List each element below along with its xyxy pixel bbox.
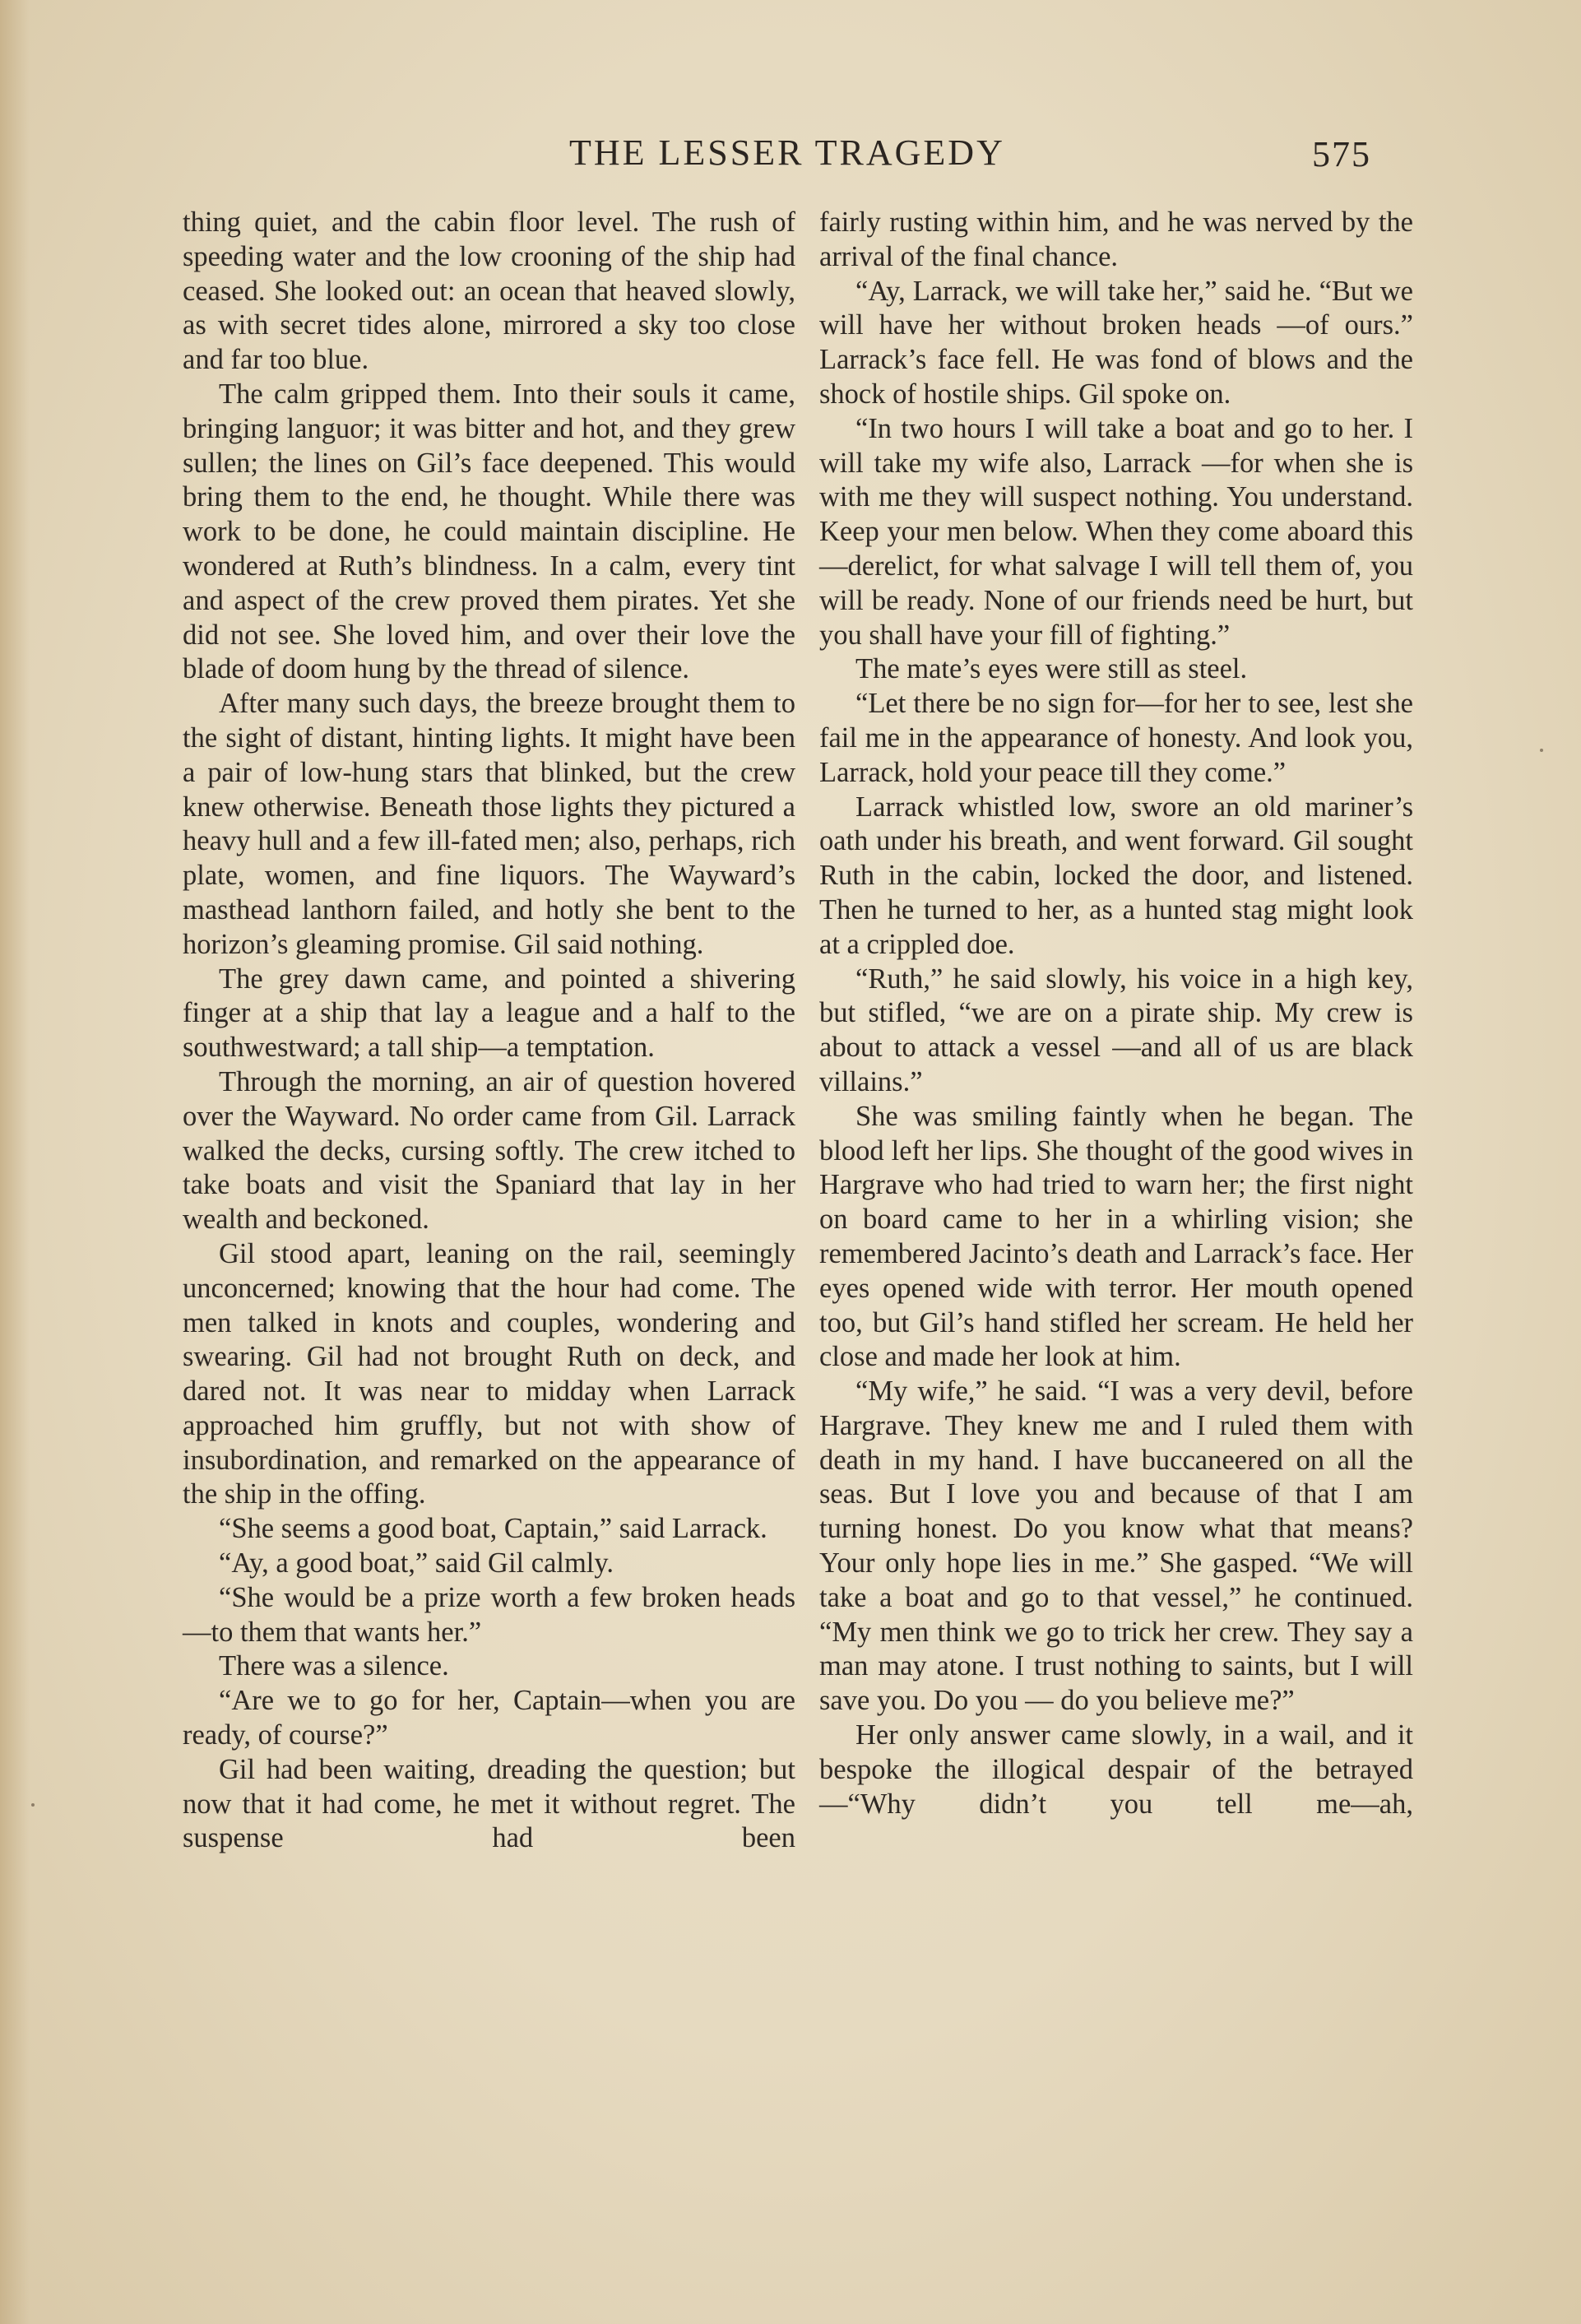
right-column <box>819 206 1413 1821</box>
paragraph: “Ay, a good boat,” said Gil calmly. <box>219 1547 614 1579</box>
paragraph: “Ay, Larrack, we will take her,” said he. “But we will have her without broken heads —of ours.” Larrack’s face fell. He was fond of blows and the shock of hostile ships. Gil spoke on. <box>819 275 1413 410</box>
paragraph: “She seems a good boat, Captain,” said Larrack. <box>219 1513 767 1545</box>
left-column <box>183 206 795 1856</box>
paragraph: The mate’s eyes were still as steel. <box>855 653 1248 685</box>
paragraph: fairly rusting within him, and he was nerved by the arrival of the final chance. <box>819 206 1413 272</box>
paragraph: There was a silence. <box>219 1650 449 1682</box>
running-title: THE LESSER TRAGEDY <box>569 132 1005 173</box>
paragraph: thing quiet, and the cabin floor level. The rush of speeding water and the low crooning of the ship had ceased. She looked out: an ocean that heaved slowly, as with secret tides alone, mirrored a sky too close and far too blue. <box>183 206 795 376</box>
paragraph: Gil stood apart, leaning on the rail, seemingly unconcerned; knowing that the hour had come. The men talked in knots and couples, wondering and swearing. Gil had not brought Ruth on deck, and dared not. It was near to midday when Larrack approached him gruffly, but not with show of insubordination, and remarked on the appearance of the ship in the offing. <box>183 1237 795 1510</box>
paper-speck <box>1540 749 1543 752</box>
paragraph: The grey dawn came, and pointed a shivering finger at a ship that lay a league and a half to the southwestward; a tall ship—a temptation. <box>183 963 795 1064</box>
paragraph: “She would be a prize worth a few broken heads—to them that wants her.” <box>183 1581 795 1648</box>
paragraph: Her only answer came slowly, in a wail, and it bespoke the illogical despair of the betrayed—“Why didn’t you tell me—ah, <box>819 1719 1413 1820</box>
paragraph: “Let there be no sign for—for her to see, lest she fail me in the appearance of honesty. And look you, Larrack, hold your peace till they come.” <box>819 688 1413 788</box>
page-header <box>0 132 1581 181</box>
paragraph: “Ruth,” he said slowly, his voice in a high key, but stifled, “we are on a pirate ship. My crew is about to attack a vessel —and all of us are black villains.” <box>819 963 1413 1097</box>
paragraph: “In two hours I will take a boat and go to her. I will take my wife also, Larrack —for when she is with me they will suspect nothing. You understand. Keep your men below. When they come aboard this —derelict, for what salvage I will tell them of, you will be ready. None of our friends need be hurt, but you shall have your fill of fighting.” <box>819 412 1413 651</box>
paragraph: Through the morning, an air of question hovered over the Wayward. No order came from Gil. Larrack walked the decks, cursing softly. The crew itched to take boats and visit the Spaniard that lay in her wealth and beckoned. <box>183 1065 795 1236</box>
paper-speck <box>31 1803 35 1807</box>
paragraph: “My wife,” he said. “I was a very devil, before Hargrave. They knew me and I ruled them with death in my hand. I have buccaneered on all the seas. But I love you and because of that I am turning honest. Do you know what that means? Your only hope lies in me.” She gasped. “We will take a boat and go to that vessel,” he continued. “My men think we go to trick her crew. They say a man may atone. I trust nothing to saints, but I will save you. Do you — do you believe me?” <box>819 1375 1413 1717</box>
paragraph: Larrack whistled low, swore an old mariner’s oath under his breath, and went forward. Gil sought Ruth in the cabin, locked the door, and listened. Then he turned to her, as a hunted stag might look at a crippled doe. <box>819 791 1413 960</box>
paragraph: Gil had been waiting, dreading the question; but now that it had come, he met it without regret. The suspense had been <box>183 1753 795 1854</box>
paragraph: She was smiling faintly when he began. The blood left her lips. She thought of the good wives in Hargrave who had tried to warn her; the first night on board came to her in a whirling vision; she remembered Jacinto’s death and Larrack’s face. Her eyes opened wide with terror. Her mouth opened too, but Gil’s hand stifled her scream. He held her close and made her look at him. <box>819 1100 1413 1373</box>
page-gutter-shadow <box>0 0 30 2324</box>
paragraph: After many such days, the breeze brought them to the sight of distant, hinting lights. It might have been a pair of low-hung stars that blinked, but the crew knew otherwise. Beneath those lights they pictured a heavy hull and a few ill-fated men; also, perhaps, rich plate, women, and fine liquors. The Wayward’s masthead lanthorn failed, and hotly she bent to the horizon’s gleaming promise. Gil said nothing. <box>183 688 795 960</box>
paragraph: “Are we to go for her, Captain—when you are ready, of course?” <box>183 1685 795 1751</box>
paragraph: The calm gripped them. Into their souls it came, bringing languor; it was bitter and hot, and they grew sullen; the lines on Gil’s face deepened. This would bring them to the end, he thought. While there was work to be done, he could maintain discipline. He wondered at Ruth’s blindness. In a calm, every tint and aspect of the crew proved them pirates. Yet she did not see. She loved him, and over their love the blade of doom hung by the thread of silence. <box>183 378 795 685</box>
page-number: 575 <box>1312 134 1371 174</box>
